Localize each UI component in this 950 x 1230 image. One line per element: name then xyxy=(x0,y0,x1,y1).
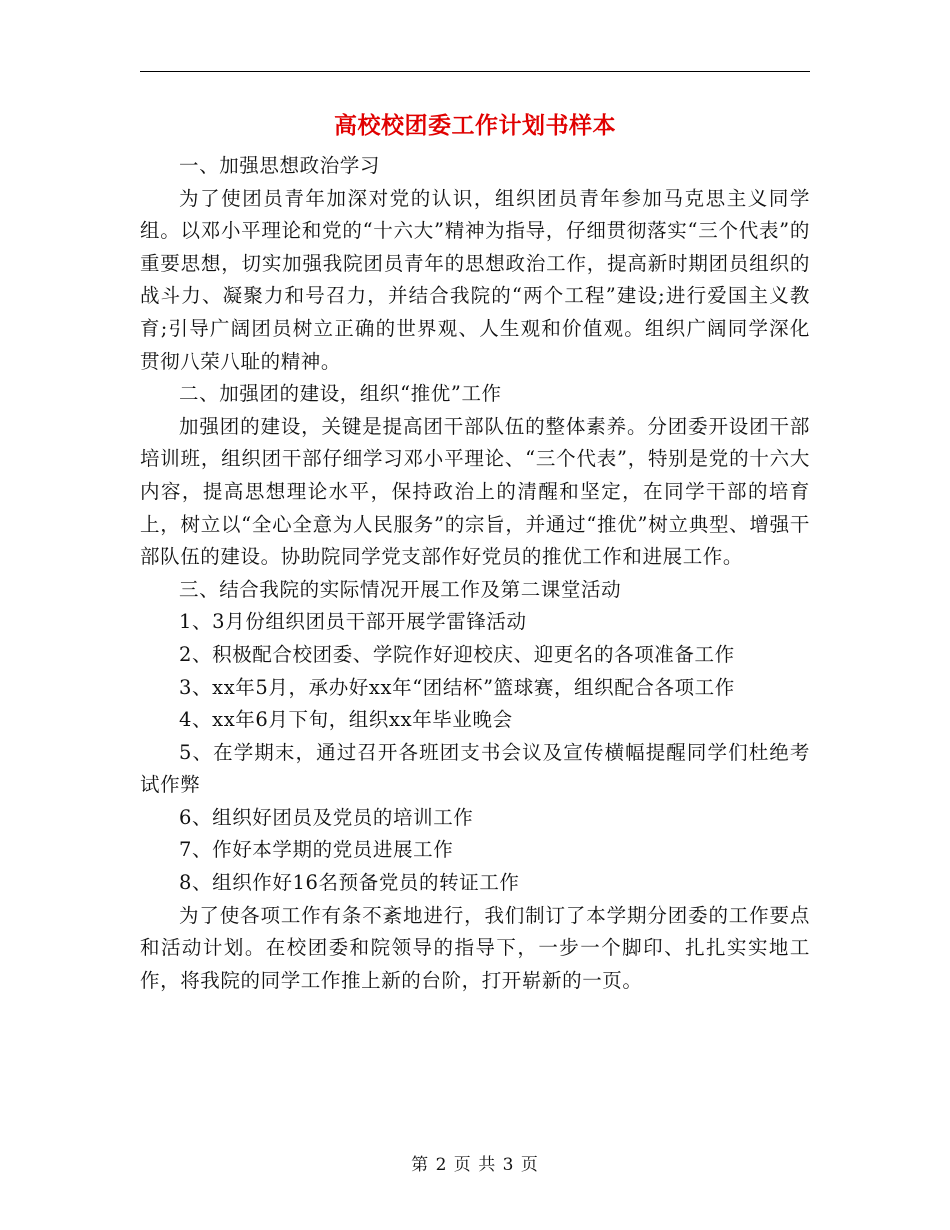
list-item-4: 4、xx年6月下旬，组织xx年毕业晚会 xyxy=(179,708,513,732)
section-heading-2: 二、加强团的建设，组织“推优”工作 xyxy=(179,382,502,406)
list-item-7: 7、作好本学期的党员进展工作 xyxy=(179,838,454,862)
document-body xyxy=(140,150,810,997)
section-heading-3: 三、结合我院的实际情况开展工作及第二课堂活动 xyxy=(179,577,622,601)
list-item-3: 3、xx年5月，承办好xx年“团结杯”篮球赛，组织配合各项工作 xyxy=(179,675,735,699)
document-title: 高校校团委工作计划书样本 xyxy=(334,112,616,139)
paragraph-conclusion: 为了使各项工作有条不紊地进行，我们制订了本学期分团委的工作要点和活动计划。在校团委和院领导的指导下，一步一个脚印、扎扎实实地工作，将我院的同学工作推上新的台阶，打开崭新的一页。 xyxy=(140,903,810,992)
paragraph-league-building: 加强团的建设，关键是提高团干部队伍的整体素养。分团委开设团干部培训班，组织团干部仔细学习邓小平理论、“三个代表”，特别是党的十六大内容，提高思想理论水平，保持政治上的清醒和坚定，在同学干部的培育上，树立以“全心全意为人民服务”的宗旨，并通过“推优”树立典型、增强干部队伍的建设。协助院同学党支部作好党员的推优工作和进展工作。 xyxy=(140,414,810,569)
list-item-1: 1、3月份组织团员干部开展学雷锋活动 xyxy=(179,610,527,634)
paragraph-political-study: 为了使团员青年加深对党的认识，组织团员青年参加马克思主义同学组。以邓小平理论和党的“十六大”精神为指导，仔细贯彻落实“三个代表”的重要思想，切实加强我院团员青年的思想政治工作，提高新时期团员组织的战斗力、凝聚力和号召力，并结合我院的“两个工程”建设;进行爱国主义教育;引导广阔团员树立正确的世界观、人生观和价值观。组织广阔同学深化贯彻八荣八耻的精神。 xyxy=(140,186,810,373)
page-number: 第 2 页 共 3 页 xyxy=(411,1155,539,1175)
list-item-2: 2、积极配合校团委、学院作好迎校庆、迎更名的各项准备工作 xyxy=(179,642,735,666)
list-item-5: 5、在学期末，通过召开各班团支书会议及宣传横幅提醒同学们杜绝考试作弊 xyxy=(140,740,810,797)
section-heading-1: 一、加强思想政治学习 xyxy=(179,154,381,177)
header-rule xyxy=(140,71,810,72)
list-item-8: 8、组织作好16名预备党员的转证工作 xyxy=(179,871,520,895)
list-item-6: 6、组织好团员及党员的培训工作 xyxy=(179,805,474,829)
